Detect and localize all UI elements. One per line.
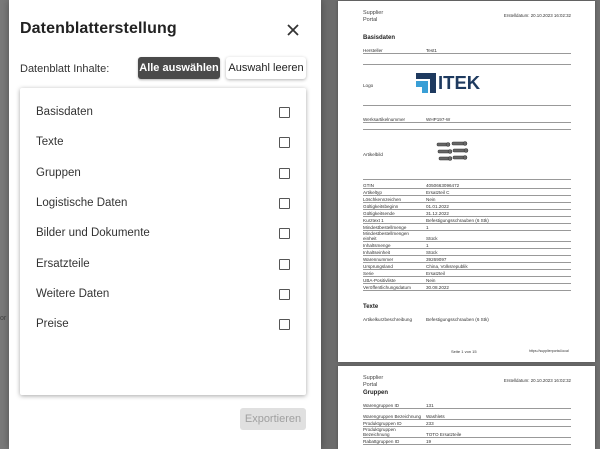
preview-page-2 (338, 366, 595, 449)
itek-logo (416, 72, 496, 94)
row-label: GTIN (363, 182, 374, 188)
row-label: UBA-Positivliste (363, 277, 396, 283)
row-label: Veröffentlichungsdatum (363, 284, 411, 290)
divider (363, 64, 571, 65)
select-all-button[interactable]: Alle auswählen (138, 57, 220, 79)
brand-logo (363, 10, 383, 23)
row-label: Werksartikelnummer (363, 116, 406, 122)
row-label: Warengruppen Bezeichnung (363, 413, 422, 419)
checkbox-icon[interactable] (279, 228, 290, 239)
row-value: China, Volksrepublik (426, 263, 468, 269)
artikelkurz-value: Befestigungsschrauben (6 Stk) (426, 317, 489, 322)
inhalte-label: Datenblatt Inhalte: (20, 63, 110, 75)
divider (363, 179, 571, 180)
row-value: 4050663096472 (426, 182, 460, 188)
row-value: 1 (426, 242, 429, 248)
row-value: Ersatzteil C (426, 189, 450, 195)
logo-text: ITEK (438, 72, 481, 93)
options-list (20, 88, 306, 395)
preview-page-1 (338, 1, 595, 362)
table-row (363, 231, 571, 242)
table-row (363, 427, 571, 438)
row-value: Stück (426, 235, 438, 241)
table-row (363, 182, 571, 189)
itek-mark-icon (416, 73, 438, 95)
background-left-strip (0, 0, 9, 449)
artikelbild-label: Artikelbild (363, 152, 383, 157)
section-texte: Texte (363, 304, 379, 310)
checkbox-icon[interactable] (279, 137, 290, 148)
row-label: Kurztext 1 (363, 217, 384, 223)
option-label: Ersatzteile (36, 258, 90, 270)
table-row (363, 249, 571, 256)
row-value: Stück (426, 249, 438, 255)
option-label: Bilder und Dokumente (36, 227, 150, 239)
background-right-strip (595, 0, 600, 449)
option-label: Gruppen (36, 167, 81, 179)
row-label: Ursprungsland (363, 263, 393, 269)
option-label: Logistische Daten (36, 197, 128, 209)
brand-line-2: Portal (363, 381, 378, 388)
datasheet-dialog (9, 0, 321, 449)
row-label: Produktgruppen Bezeichnung (363, 426, 396, 437)
row-value: WHP197-W (426, 116, 451, 122)
dialog-title: Datenblatterstellung (20, 20, 177, 37)
row-value: Test1 (426, 47, 437, 53)
row-value: Nein (426, 277, 436, 283)
row-hersteller (363, 47, 571, 54)
option-logistische-daten[interactable] (20, 192, 306, 214)
brand-line-1: Supplier (363, 375, 384, 381)
option-label: Texte (36, 136, 64, 148)
row-label: Produktgruppen ID (363, 420, 402, 426)
row-value: 19 (426, 438, 432, 444)
option-bilder-und-dokumente[interactable] (20, 222, 306, 244)
checkbox-icon[interactable] (279, 259, 290, 270)
checkbox-icon[interactable] (279, 198, 290, 209)
created-date: Erstelldatum: 20.10.2023 16:02:32 (503, 13, 571, 18)
export-button[interactable]: Exportieren (240, 408, 306, 430)
table-row (363, 409, 571, 420)
row-label: Hersteller (363, 47, 383, 53)
table-row (363, 402, 571, 409)
clear-selection-button[interactable]: Auswahl leeren (226, 57, 306, 79)
checkbox-icon[interactable] (279, 289, 290, 300)
page-number: Seite 1 von 15 (451, 349, 477, 354)
row-value: 233 (426, 420, 434, 426)
row-value: Befestigungsschrauben (6 Stk) (426, 217, 489, 223)
option-texte[interactable] (20, 131, 306, 153)
option-label: Weitere Daten (36, 288, 110, 300)
table-row (363, 284, 571, 291)
created-date: Erstelldatum: 20.10.2023 16:02:32 (503, 378, 571, 383)
option-label: Preise (36, 318, 69, 330)
row-label: Artikeltyp (363, 189, 382, 195)
row-label: Inhaltseinheit (363, 249, 391, 255)
checkbox-icon[interactable] (279, 107, 290, 118)
row-value: 31.12.2022 (426, 210, 449, 216)
row-value: 1 (426, 224, 429, 230)
table-row (363, 189, 571, 196)
row-value: 131 (426, 402, 434, 408)
row-value: Ersatzteil (426, 270, 445, 276)
row-value: Washlets (426, 413, 445, 419)
checkbox-icon[interactable] (279, 319, 290, 330)
option-ersatzteile[interactable] (20, 253, 306, 275)
screws-image (435, 140, 469, 166)
background-gap (321, 0, 338, 449)
option-preise[interactable] (20, 313, 306, 335)
footer-url: https://supplierportal.local (529, 349, 569, 353)
logo-label: Logo (363, 83, 374, 88)
option-weitere-daten[interactable] (20, 283, 306, 305)
table-row (363, 242, 571, 249)
row-label: Löschkennzeichen (363, 196, 402, 202)
row-label: Warengruppen ID (363, 402, 400, 408)
table-row (363, 256, 571, 263)
row-label: Warennummer (363, 256, 394, 262)
option-basisdaten[interactable] (20, 101, 306, 123)
section-basisdaten: Basisdaten (363, 35, 396, 41)
table-row (363, 263, 571, 270)
brand-line-1: Supplier (363, 10, 384, 16)
checkbox-icon[interactable] (279, 168, 290, 179)
section-gruppen: Gruppen (363, 390, 388, 396)
row-value: Nein (426, 196, 436, 202)
brand-line-2: Portal (363, 16, 378, 23)
option-gruppen[interactable] (20, 162, 306, 184)
row-label: Gültigkeitsbeginn (363, 203, 399, 209)
artikelkurz-label: Artikelkurzbeschreibung (363, 317, 413, 322)
row-label: Mindestbestellmenge (363, 224, 407, 230)
row-value: TOTO Ersatzteile (426, 431, 462, 437)
row-value: 30.08.2022 (426, 284, 449, 290)
row-label: Serie (363, 270, 374, 276)
table-row (363, 438, 571, 445)
table-row (363, 196, 571, 203)
table-row (363, 203, 571, 210)
row-label: Inhaltsmenge (363, 242, 391, 248)
close-icon[interactable] (285, 22, 301, 38)
row-value: 01.01.2022 (426, 203, 449, 209)
row-werksartikelnummer (363, 116, 571, 123)
row-label: Mindestbestellmengen einheit (363, 230, 409, 241)
row-label: Gültigkeitsende (363, 210, 395, 216)
row-label: Rabattgruppen ID (363, 438, 400, 444)
table-row (363, 210, 571, 217)
table-row (363, 270, 571, 277)
row-value: 39269097 (426, 256, 447, 262)
divider (363, 129, 571, 130)
brand-logo (363, 375, 383, 388)
divider (363, 105, 571, 106)
background-text-fragment: or (0, 315, 7, 322)
option-label: Basisdaten (36, 106, 93, 118)
table-row (363, 277, 571, 284)
table-row (363, 217, 571, 224)
